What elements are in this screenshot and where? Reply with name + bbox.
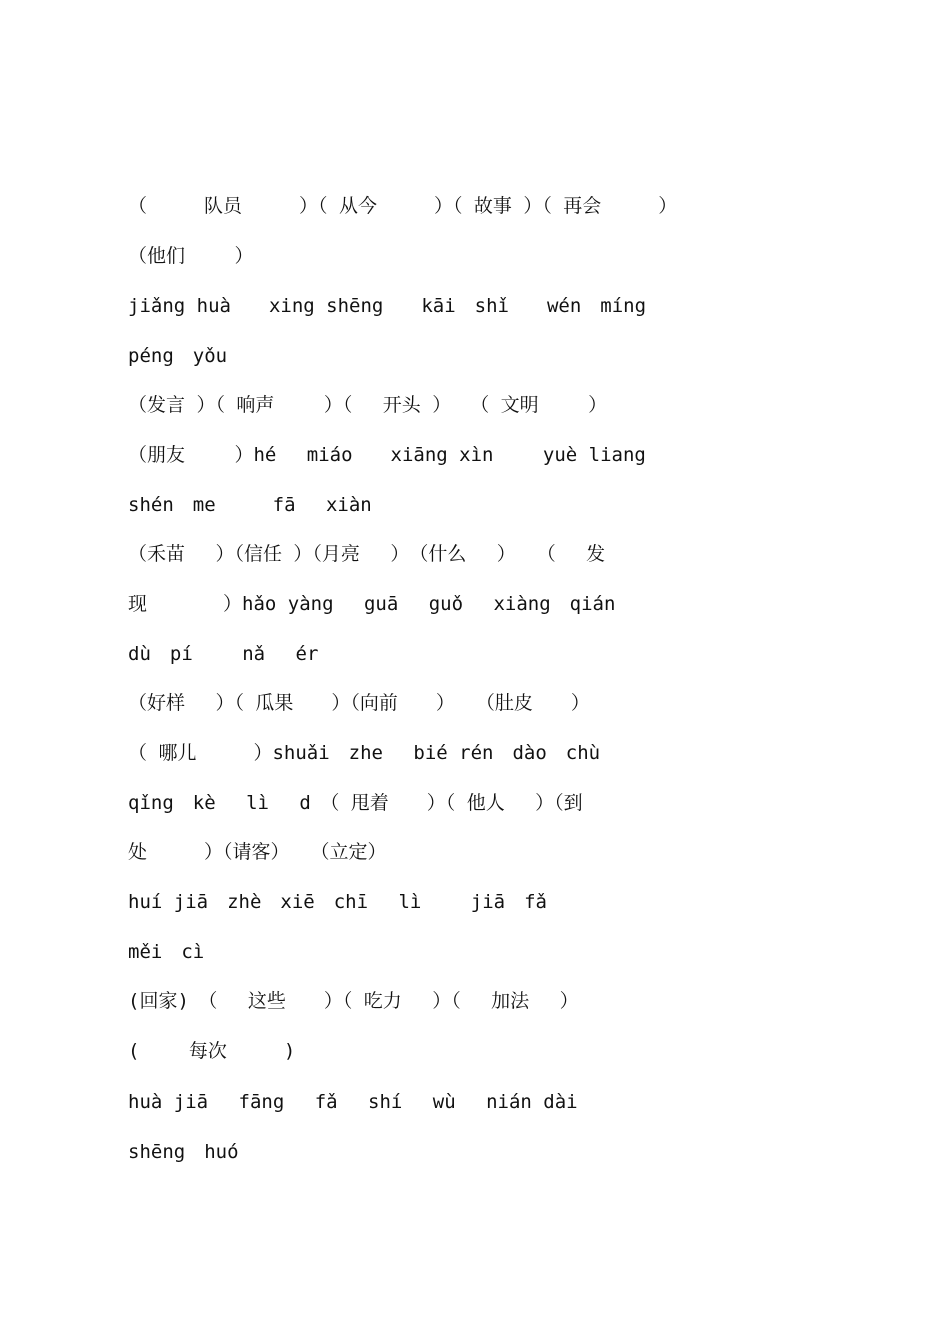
pinyin-line: jiǎng huà xing shēng kāi shǐ wén míng (128, 295, 647, 317)
text-line: （发言 ）（ 响声 ）（ 开头 ） （ 文明 ） (128, 394, 608, 416)
pinyin-line: péng yǒu (128, 345, 228, 367)
pinyin-line: shēng huó (128, 1141, 239, 1163)
text-line: qǐng kè lì d （ 甩着 ）（ 他人 ）（到 (128, 792, 583, 814)
pinyin-line: měi cì (128, 941, 205, 963)
text-line: （ 哪儿 ）shuǎi zhe bié rén dào chù (128, 742, 601, 764)
pinyin-line: huà jiā fāng fǎ shí wù nián dài (128, 1091, 578, 1113)
text-line: （ 队员 ）（ 从今 ）（ 故事 ）（ 再会 ） (128, 195, 678, 217)
pinyin-line: huí jiā zhè xiē chī lì jiā fǎ (128, 891, 547, 913)
text-line: （好样 ）（ 瓜果 ）（向前 ） （肚皮 ） (128, 692, 590, 714)
text-line: (回家) （ 这些 ）（ 吃力 ）（ 加法 ） (128, 990, 579, 1012)
pinyin-line: shén me fā xiàn (128, 494, 372, 516)
pinyin-line: dù pí nǎ ér (128, 643, 319, 665)
text-line: 处 ）（请客） （立定） (128, 841, 387, 863)
text-line: 现 ）hǎo yàng guā guǒ xiàng qián (128, 593, 616, 615)
text-line: （朋友 ）hé miáo xiāng xìn yuè liang (128, 444, 646, 466)
text-line: （他们 ） (128, 245, 254, 267)
text-line: （禾苗 ）（信任 ）（月亮 ） （什么 ） （ 发 (128, 543, 606, 565)
text-line: ( 每次 ) (128, 1040, 296, 1062)
